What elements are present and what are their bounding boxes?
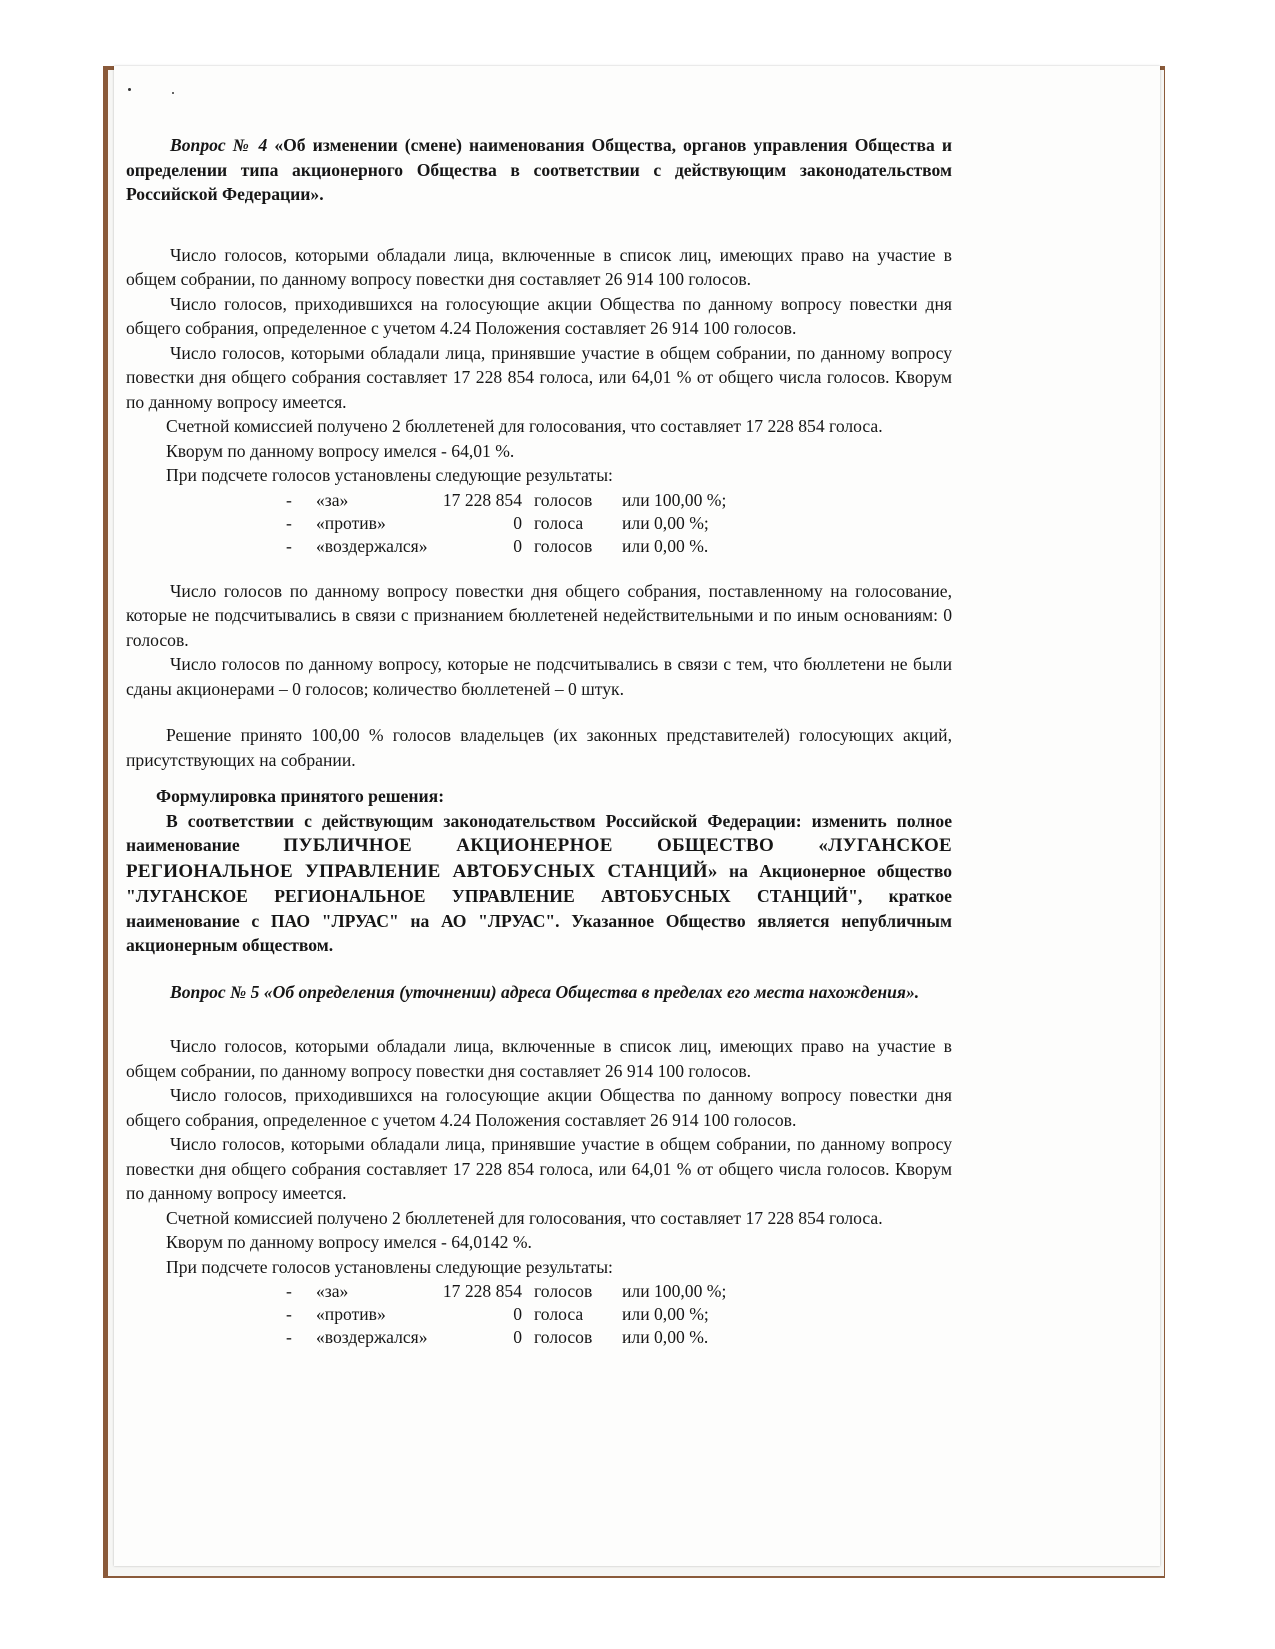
- result-count: 17 228 854: [442, 1281, 522, 1301]
- result-percent: или 0,00 %.: [622, 535, 709, 556]
- question-4-heading: [126, 133, 952, 207]
- result-percent: или 0,00 %;: [622, 512, 709, 533]
- q4-results-list: [286, 488, 952, 557]
- result-unit: голосов: [534, 1281, 593, 1301]
- document-text: [126, 133, 952, 1348]
- result-abstained: [286, 1325, 952, 1348]
- q4-paragraph-results-intro: При подсчете голосов установлены следующие результаты:: [166, 465, 613, 485]
- question-4-number: Вопрос № 4: [170, 135, 268, 155]
- q5-paragraph-results-intro: При подсчете голосов установлены следующие результаты:: [166, 1256, 613, 1277]
- result-abstained: [286, 534, 952, 557]
- result-option: «против»: [316, 1304, 386, 1324]
- q4-paragraph-total-votes: Число голосов, которыми обладали лица, включенные в список лиц, имеющих право на участие в общем собрании, по данному вопросу повестки дня составляет 26 914 100 голосов.: [126, 244, 952, 289]
- result-percent: или 100,00 %;: [622, 489, 727, 510]
- result-option: «воздержался»: [316, 1327, 428, 1347]
- decision-part-b: на Акционерное общество "ЛУГАНСКОЕ РЕГИОНАЛЬНОЕ УПРАВЛЕНИЕ АВТОБУСНЫХ СТАНЦИЙ", краткое наименование с ПАО "ЛРУАС" на АО "ЛРУАС". Указанное Общество является непубличным акционерным обществом.: [126, 860, 952, 955]
- paper-speck: [172, 92, 174, 94]
- question-4-title: «Об изменении (смене) наименования Общества, органов управления Общества и определении типа акционерного Общества в соответствии с действующим законодательством Российской Федерации».: [126, 135, 952, 204]
- result-option: «за»: [316, 1281, 349, 1301]
- result-count: 0: [513, 535, 522, 556]
- result-percent: или 0,00 %.: [622, 1327, 709, 1347]
- q4-paragraph-voting-shares: Число голосов, приходившихся на голосующие акции Общества по данному вопросу повестки дня общего собрания, определенное с учетом 4.24 Положения составляет 26 914 100 голосов.: [126, 293, 952, 338]
- spacer: [126, 958, 952, 980]
- q5-paragraph-total-votes: Число голосов, которыми обладали лица, включенные в список лиц, имеющих право на участие в общем собрании, по данному вопросу повестки дня составляет 26 914 100 голосов.: [126, 1036, 952, 1081]
- q5-results-list: [286, 1279, 952, 1348]
- result-count: 0: [513, 512, 522, 533]
- result-for: [286, 488, 952, 511]
- q5-paragraph-voting-shares: Число голосов, приходившихся на голосующие акции Общества по данному вопросу повестки дня общего собрания, определенное с учетом 4.24 Положения составляет 26 914 100 голосов.: [126, 1085, 952, 1130]
- list-dash: -: [286, 489, 292, 510]
- q4-paragraph-decision-adopted: Решение принято 100,00 % голосов владельцев (их законных представителей) голосующих акций, присутствующих на собрании.: [126, 725, 952, 770]
- result-unit: голосов: [534, 489, 593, 510]
- result-count: 0: [513, 1327, 522, 1347]
- q4-paragraph-participants: Число голосов, которыми обладали лица, принявшие участие в общем собрании, по данному вопросу повестки дня общего собрания составляет 17 228 854 голоса, или 64,01 % от общего числа голосов. Кворум по данному вопросу имеется.: [126, 342, 952, 412]
- result-unit: голосов: [534, 1327, 593, 1347]
- result-unit: голосов: [534, 535, 593, 556]
- spacer: [126, 701, 952, 723]
- q4-paragraph-unreturned-ballots: Число голосов по данному вопросу, которые не подсчитывались в связи с тем, что бюллетени не были сданы акционерами – 0 голосов; количество бюллетеней – 0 штук.: [126, 654, 952, 699]
- spacer: [126, 557, 952, 579]
- question-5-heading: Вопрос № 5 «Об определения (уточнении) адреса Общества в пределах его места нахождения».: [170, 981, 920, 1002]
- result-count: 17 228 854: [442, 489, 522, 510]
- paper-speck: [128, 88, 131, 91]
- decision-text: [126, 809, 952, 958]
- list-dash: -: [286, 535, 292, 556]
- list-dash: -: [286, 1304, 292, 1324]
- result-option: «против»: [316, 512, 386, 533]
- result-for: [286, 1279, 952, 1302]
- result-unit: голоса: [534, 1304, 584, 1324]
- result-unit: голоса: [534, 512, 584, 533]
- q5-paragraph-quorum: Кворум по данному вопросу имелся - 64,0142 %.: [166, 1232, 532, 1252]
- q4-paragraph-quorum: Кворум по данному вопросу имелся - 64,01 %.: [166, 440, 515, 461]
- list-dash: -: [286, 1327, 292, 1347]
- result-option: «за»: [316, 489, 349, 510]
- q5-paragraph-ballots: Счетной комиссией получено 2 бюллетеней для голосования, что составляет 17 228 854 голоса.: [166, 1207, 883, 1228]
- decision-part-a: В соответствии с действующим законодательством Российской Федерации: изменить полное наименование: [126, 810, 952, 855]
- list-dash: -: [286, 1281, 292, 1301]
- result-percent: или 100,00 %;: [622, 1281, 727, 1301]
- result-percent: или 0,00 %;: [622, 1304, 709, 1324]
- list-dash: -: [286, 512, 292, 533]
- result-against: [286, 1302, 952, 1325]
- result-against: [286, 511, 952, 534]
- q4-paragraph-invalid-ballots: Число голосов по данному вопросу повестки дня общего собрания, поставленному на голосование, которые не подсчитывались в связи с признанием бюллетеней недействительными и по иным основаниям: 0 голосов.: [126, 580, 952, 650]
- result-option: «воздержался»: [316, 535, 428, 556]
- result-count: 0: [513, 1304, 522, 1324]
- decision-company-name: ПУБЛИЧНОЕ АКЦИОНЕРНОЕ ОБЩЕСТВО «ЛУГАНСКОЕ РЕГИОНАЛЬНОЕ УПРАВЛЕНИЕ АВТОБУСНЫХ СТАНЦИЙ»: [126, 835, 952, 882]
- q4-paragraph-ballots: Счетной комиссией получено 2 бюллетеней для голосования, что составляет 17 228 854 голоса.: [166, 416, 883, 436]
- q5-paragraph-participants: Число голосов, которыми обладали лица, принявшие участие в общем собрании, по данному вопросу повестки дня общего собрания составляет 17 228 854 голоса, или 64,01 % от общего числа голосов. Кворум по данному вопросу имеется.: [126, 1134, 952, 1203]
- formulation-heading: Формулировка принятого решения:: [156, 786, 445, 806]
